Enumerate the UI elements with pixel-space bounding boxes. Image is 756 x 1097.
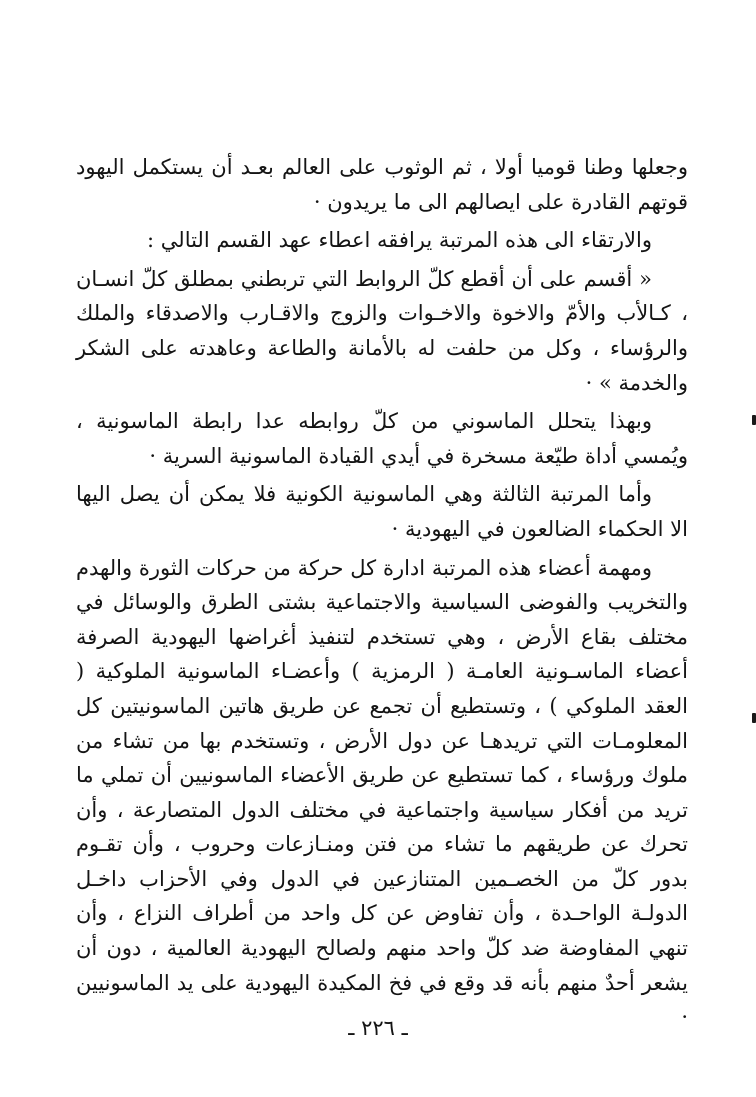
paragraph-6: ومهمة أعضاء هذه المرتبة ادارة كل حركة من حركات الثورة والهدم والتخريب والفوضى السياسية والاجتماعية بشتى الطرق والوسائل في مختلف بقاع الأرض ، وهي تستخدم لتنفيذ أغراضها اليهودية الصرفة أعضاء الماسـونية العامـة ( الرمزية ) وأعضـاء الماسونية الملوكية ( العقد الملوكي ) ، وتستطيع أن تجمع عن طريق هاتين الماسونيتين كل المعلومـات التي تريدهـا عن دول الأرض ، وتستخدم بها من تشاء من ملوك ورؤساء ، كما تستطيع عن طريق الأعضاء الماسونيين أن تملي ما تريد من أفكار سياسية واجتماعية في مختلف الدول المتصارعة ، وأن تحرك عن طريقهم ما تشاء من فتن ومنـازعات وحروب ، وأن تقـوم بدور كلّ من الخصـمين المتنازعين في الدول وفي الأحزاب داخـل الدولـة الواحـدة ، وأن تفاوض عن كل واحد من أطراف النزاع ، وأن تنهي المفاوضة ضد كلّ واحد منهم ولصالح اليهودية العالمية ، دون أن يشعر أحدٌ منهم بأنه قد وقع في فخ المكيدة اليهودية على يد الماسونيين · [76,555,688,1030]
paragraph-5: وأما المرتبة الثالثة وهي الماسونية الكونية فلا يمكن أن يصل اليها الا الحكماء الضالعون في اليهودية · [76,482,688,541]
paragraph-3: « أقسم على أن أقطع كلّ الروابط التي تربطني بمطلق كلّ انسـان ، كـالأب والأمّ والاخوة والاخـوات والزوج والاقـارب والاصدقاء والملك والرؤساء ، وكل من حلفت له بالأمانة والطاعة وعاهدته على الشكر والخدمة » · [76,266,688,395]
body-text [76,150,688,1035]
paragraph-2: والارتقاء الى هذه المرتبة يرافقه اعطاء عهد القسم التالي : [147,228,652,253]
page-number: ـ ٢٢٦ ـ [348,1016,408,1040]
margin-mark [752,713,756,723]
margin-mark [752,415,756,425]
paragraph-1: وجعلها وطنا قوميا أولا ، ثم الوثوب على العالم بعـد أن يستكمل اليهود قوتهم القادرة على ايصالهم الى ما يريدون · [76,155,688,214]
paragraph-4: وبهذا يتحلل الماسوني من كلّ روابطه عدا رابطة الماسونية ، ويُمسي أداة طيّعة مسخرة في أيدي القيادة الماسونية السرية · [76,409,688,468]
